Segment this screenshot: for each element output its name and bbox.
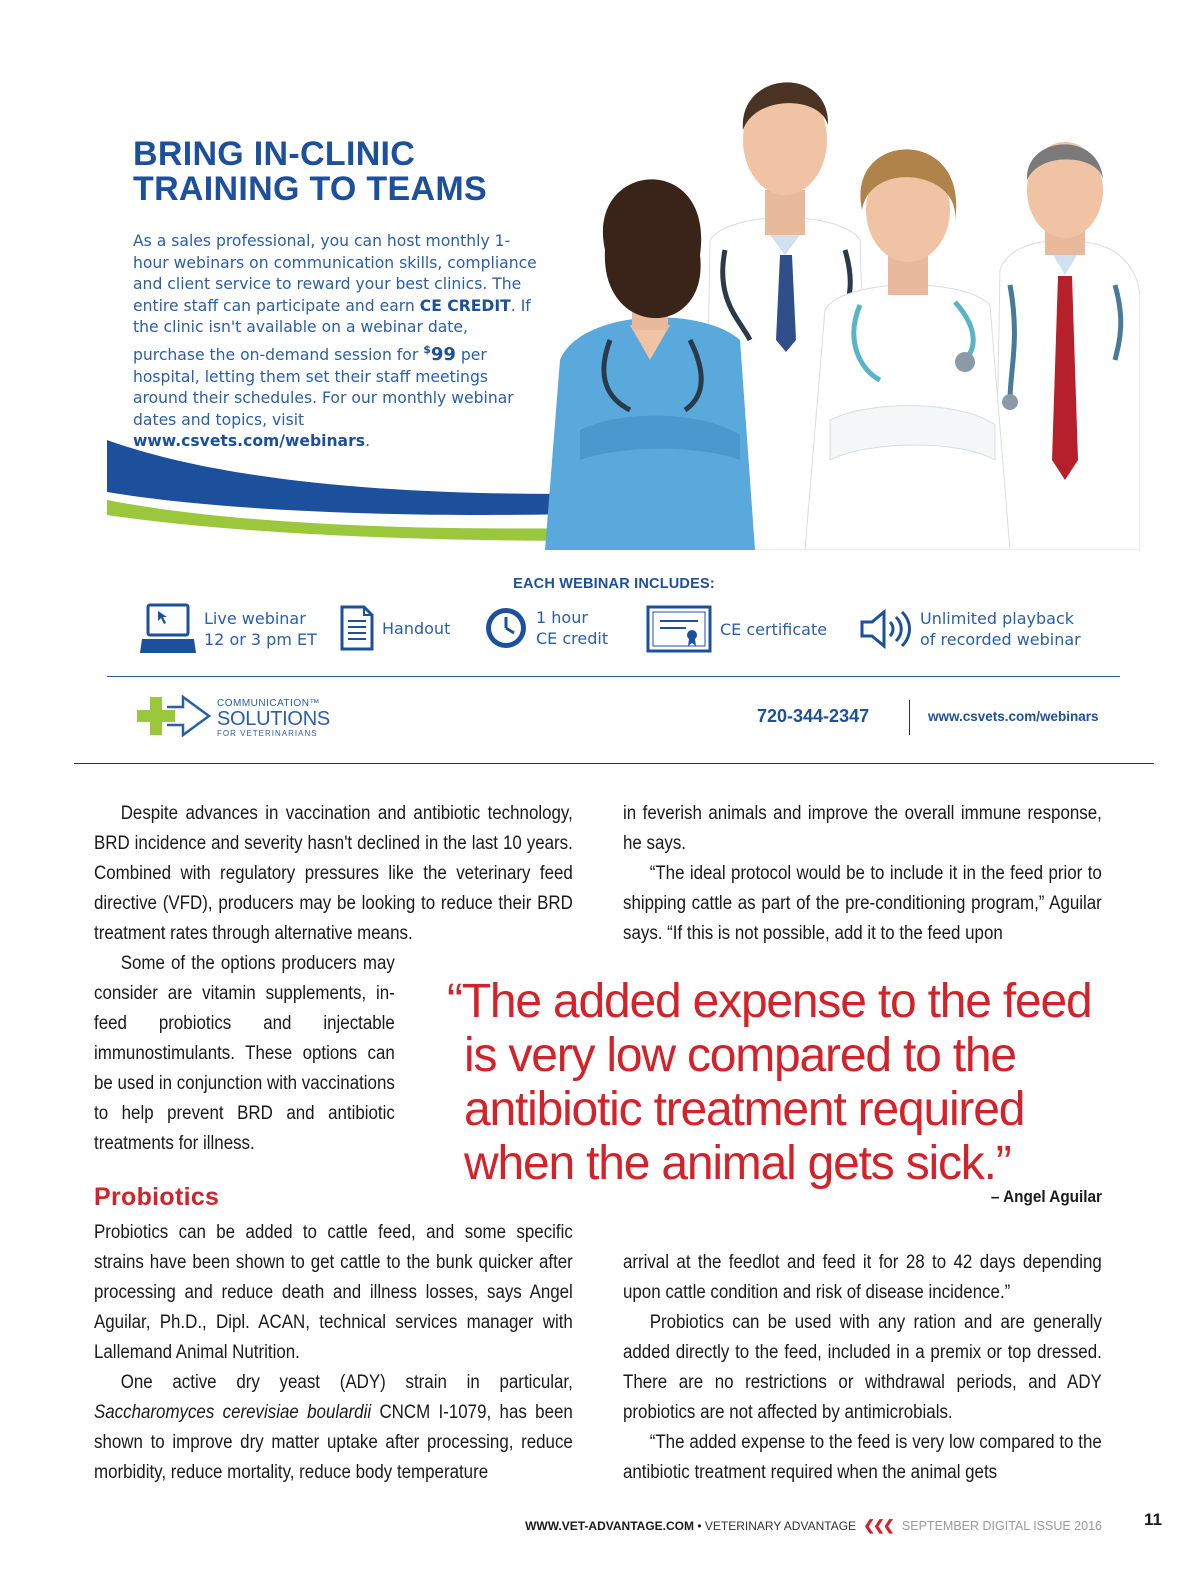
includes-title: EACH WEBINAR INCLUDES: <box>513 576 715 592</box>
footer-issue: SEPTEMBER DIGITAL ISSUE 2016 <box>901 1519 1102 1533</box>
article-column-2-top <box>623 799 1102 949</box>
paragraph-ideal-protocol: “The ideal protocol would be to include it in the feed prior to shipping cattle as part of the pre-conditioning program,” Aguilar says. “If this is not possible, add it to the feed upon <box>623 863 1102 944</box>
csv-logo[interactable] <box>137 693 330 743</box>
price <box>423 344 456 365</box>
paragraph-options: Some of the options producers may consider are vitamin supplements, in-feed probiotics and injectable immunostimulants. These options can be used in conjunction with vaccinations to help prevent BRD and antibiotic treatments for illness. <box>94 953 395 1154</box>
logo-line3: FOR VETERINARIANS <box>217 729 318 738</box>
article-column-1-bottom <box>94 1218 573 1488</box>
feature-label: Handout <box>382 618 451 638</box>
feature-label: Unlimited playback <box>920 609 1075 628</box>
ady-text-a: One active dry yeast (ADY) strain in particular, <box>120 1372 573 1393</box>
ady-text-b: CNCM I-1079, has been shown to improve dry matter uptake after processing, reduce morbidity, reduce mortality, reduce body temperature <box>94 1402 573 1483</box>
chevron-left-icon: ❮❮❮ <box>863 1517 893 1533</box>
ad-phone-number[interactable]: 720-344-2347 <box>757 706 870 726</box>
paragraph-continued: in feverish animals and improve the overall immune response, he says. <box>623 803 1102 854</box>
ad-body-part2: . If the clinic isn't available on a webinar date, purchase the on-demand session for <box>133 296 531 364</box>
feature-live-webinar <box>140 603 317 655</box>
ad-url-link[interactable]: www.csvets.com/webinars <box>928 709 1099 724</box>
pull-quote <box>447 975 1147 1191</box>
veterinary-team-photo <box>540 40 1140 550</box>
feature-label: Live webinar <box>204 609 306 628</box>
feature-label: 1 hour <box>536 608 588 627</box>
ad-headline <box>133 137 553 207</box>
ad-body-part3: per hospital, letting them set their staff meetings around their schedules. For our monthly webinar dates and topics, visit <box>133 345 514 429</box>
ad-body-url-link[interactable]: www.csvets.com/webinars <box>133 432 366 451</box>
speaker-icon <box>860 609 912 649</box>
logo-line1: COMMUNICATION <box>217 698 310 709</box>
paragraph-probiotics: Probiotics can be added to cattle feed, and some specific strains have been shown to get cattle to the bunk quicker after processing and reduce death and illness losses, says Angel Aguilar, Ph.D., Dipl. ACAN, technical services manager with Lallemand Animal Nutrition. <box>94 1222 573 1363</box>
ad-divider <box>107 676 1120 677</box>
paragraph-intro: Despite advances in vaccination and antibiotic technology, BRD incidence and severity hasn't declined in the last 10 years. Combined with regulatory pressures like the veterinary feed directive (VFD), producers may be looking to reduce their BRD treatment rates through alternative means. <box>94 803 573 944</box>
page-footer <box>0 1517 1102 1534</box>
footer-site[interactable]: WWW.VET-ADVANTAGE.COM <box>525 1519 694 1533</box>
paragraph-added-expense: “The added expense to the feed is very low compared to the antibiotic treatment required when the animal gets <box>623 1432 1102 1483</box>
feature-ce-hour <box>484 606 608 650</box>
ad-body-text <box>133 231 538 453</box>
paragraph-ration: Probiotics can be used with any ration and are generally added directly to the feed, included in a premix or top dressed. There are no restrictions or withdrawal periods, and ADY probiotics are not affected by antimicrobials. <box>623 1312 1102 1423</box>
feature-sublabel: 12 or 3 pm ET <box>204 630 317 649</box>
logo-trademark: ™ <box>309 698 320 709</box>
clock-icon <box>484 606 528 650</box>
species-name: Saccharomyces cerevisiae boulardii <box>94 1402 372 1423</box>
ad-body-part1: As a sales professional, you can host monthly 1-hour webinars on communication skills, compliance and client service to reward your best clinics. The entire staff can participate and earn <box>133 232 537 315</box>
ce-credit-emphasis: CE CREDIT <box>419 296 511 315</box>
plus-arrow-logo-icon <box>137 693 213 743</box>
page-number: 11 <box>1144 1510 1162 1529</box>
article-column-1-wrap <box>94 949 395 1159</box>
feature-ce-certificate <box>646 605 827 653</box>
feature-label: CE certificate <box>720 619 828 639</box>
price-symbol: $ <box>423 342 431 356</box>
feature-sublabel: of recorded webinar <box>920 630 1081 649</box>
document-icon <box>340 605 374 651</box>
article-column-1-top <box>94 799 573 949</box>
pull-quote-line4: when the animal gets sick.” <box>464 1137 1011 1190</box>
ad-article-divider <box>74 763 1154 764</box>
price-value: 99 <box>430 343 456 365</box>
article-column-2-bottom <box>623 1248 1102 1488</box>
ad-headline-line1: BRING IN-CLINIC <box>133 135 416 173</box>
ad-vertical-divider <box>909 700 910 735</box>
feature-unlimited-playback <box>860 608 1081 650</box>
pull-quote-line1: “The added expense to the feed <box>447 975 1092 1028</box>
advertisement <box>0 0 1200 765</box>
pull-quote-line3: antibiotic treatment required <box>464 1083 1025 1136</box>
section-heading-probiotics: Probiotics <box>94 1183 220 1211</box>
paragraph-ady-strain <box>94 1368 573 1488</box>
certificate-icon <box>646 605 712 653</box>
feature-handout <box>340 605 450 651</box>
ad-headline-line2: TRAINING TO TEAMS <box>133 170 487 208</box>
laptop-icon <box>140 603 196 655</box>
footer-separator: • <box>697 1519 702 1533</box>
pull-quote-line2: is very low compared to the <box>464 1029 1016 1082</box>
logo-line2: SOLUTIONS <box>217 708 330 730</box>
feature-sublabel: CE credit <box>536 629 609 648</box>
footer-magazine: VETERINARY ADVANTAGE <box>704 1519 857 1533</box>
ad-body-end: . <box>365 432 371 451</box>
pull-quote-attribution: – Angel Aguilar <box>990 1187 1102 1206</box>
paragraph-feedlot: arrival at the feedlot and feed it for 28 to 42 days depending upon cattle condition and risk of disease incidence.” <box>623 1252 1102 1303</box>
